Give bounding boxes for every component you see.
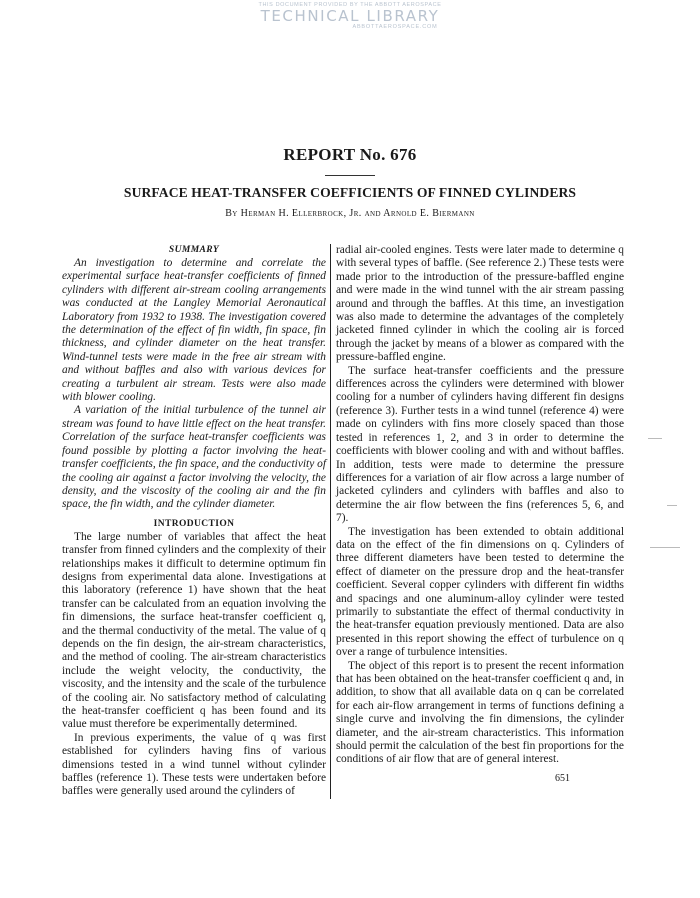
introduction-paragraph: The surface heat-transfer coefficients and the pressure differences across the cylinders were determined with blower cooling for a number of cylinders having different fin designs (reference 3). Further tests in a wind tunnel (reference 4) were made on cylinders with fins more closely spaced than those tested in references 1, 2, and 3 in order to determine the coefficients with blower cooling and with and without baffles. In addition, tests were made to determine the pressure differences for a variation of air flow across a large number of jacketed cylinders and cylinders with baffles and also to determine the air flow between the fins (references 5, 6, and 7).	[336, 364, 624, 525]
left-column	[62, 244, 326, 799]
page-number: 651	[555, 772, 570, 784]
scan-artifact	[667, 505, 677, 506]
title-rule	[325, 175, 375, 176]
watermark-provider-line: THIS DOCUMENT PROVIDED BY THE ABBOTT AEROSPACE	[258, 2, 442, 8]
introduction-heading: INTRODUCTION	[153, 518, 235, 529]
summary-heading: SUMMARY	[168, 245, 220, 255]
summary-paragraph: A variation of the initial turbulence of the tunnel air stream was found to have little effect on the heat transfer. Correlation of the surface heat-transfer coefficients was found possible by plotting a factor involving the heat-transfer coefficients, the fin space, and the conductivity of the cooling air against a factor involving the velocity, the density, and the viscosity of the cooling air and the fin space, the fin width, and the cylinder diameter.	[62, 404, 326, 511]
introduction-paragraph: The large number of variables that affect the heat transfer from finned cylinders and the complexity of their relationships makes it difficult to determine optimum fin designs from experimental data alone. Investigations at this laboratory (reference 1) have shown that the heat transfer can be calculated from an equation involving the fin dimensions, the surface heat-transfer coefficient q, and the thermal conductivity of the metal. The value of q depends on the fin design, the air-stream characteristics, and the method of cooling. The air-stream characteristics include the weight velocity, the conductivity, the viscosity, and the intensity and the scale of the turbulence of the cooling air. No satisfactory method of calculating the heat-transfer coefficient q has been found and its value must therefore be experimentally determined.	[62, 530, 326, 731]
summary-paragraph: An investigation to determine and correlate the experimental surface heat-transfer coefficients of finned cylinders with different air-stream cooling arrangements was conducted at the Langley Memorial Aeronautical Laboratory from 1932 to 1938. The investigation covered the determination of the effect of fin width, fin space, fin thickness, and cylinder diameter on the heat transfer. Wind-tunnel tests were made in the free air stream with and without baffles and also with various devices for creating a turbulent air stream. Tests were also made with blower cooling.	[62, 257, 326, 404]
scan-artifact	[648, 438, 662, 439]
paper-title: SURFACE HEAT-TRANSFER COEFFICIENTS OF FINNED CYLINDERS	[123, 185, 577, 200]
introduction-paragraph: The object of this report is to present the recent information that has been obtained on the heat-transfer coefficient q and, in addition, to show that all available data on q can be correlated for each air-flow arrangement in terms of functions defining a single curve and involving the fin dimensions, the cylinder diameter, and the air-stream characteristics. This information should permit the calculation of the best fin proportions for the conditions of air flow that are of general interest.	[336, 659, 624, 766]
watermark	[0, 2, 700, 31]
watermark-library-name: TECHNICAL LIBRARY	[260, 7, 440, 25]
watermark-url: ABBOTTAEROSPACE.COM	[352, 24, 438, 30]
author-byline: By Herman H. Ellerbrock, Jr. and Arnold E. Biermann	[225, 208, 475, 219]
right-column	[336, 244, 624, 785]
report-number: REPORT No. 676	[283, 145, 417, 164]
summary-section	[62, 244, 326, 512]
scan-artifact	[650, 547, 680, 548]
introduction-paragraph: The investigation has been extended to obtain additional data on the effect of the fin dimensions on q. Cylinders of three different diameters have been tested to determine the effect of diameter on the pressure drop and the heat-transfer coefficient. Several copper cylinders with different fin widths and spacings and one aluminum-alloy cylinder were tested primarily to substantiate the effect of thermal conductivity in the heat-transfer equation previously mentioned. Data are also presented in this report showing the effect of turbulence on q over a range of turbulence intensities.	[336, 525, 624, 659]
introduction-paragraph: In previous experiments, the value of q was first established for cylinders having fins of various dimensions tested in a wind tunnel without cylinder baffles (reference 1). These tests were undertaken before baffles were generally used around the cylinders of	[62, 731, 326, 798]
column-divider	[330, 244, 331, 799]
introduction-continuation: radial air-cooled engines. Tests were later made to determine q with several types of baffle. (See reference 2.) These tests were made prior to the introduction of the pressure-baffled engine and were made in the wind tunnel with the air stream passing around and through the baffles. At this time, an investigation was also made to determine the advantages of the completely jacketed finned cylinder in which the cooling air is forced through the jacket by means of a blower as compared with the pressure-baffled engine.	[336, 244, 625, 364]
